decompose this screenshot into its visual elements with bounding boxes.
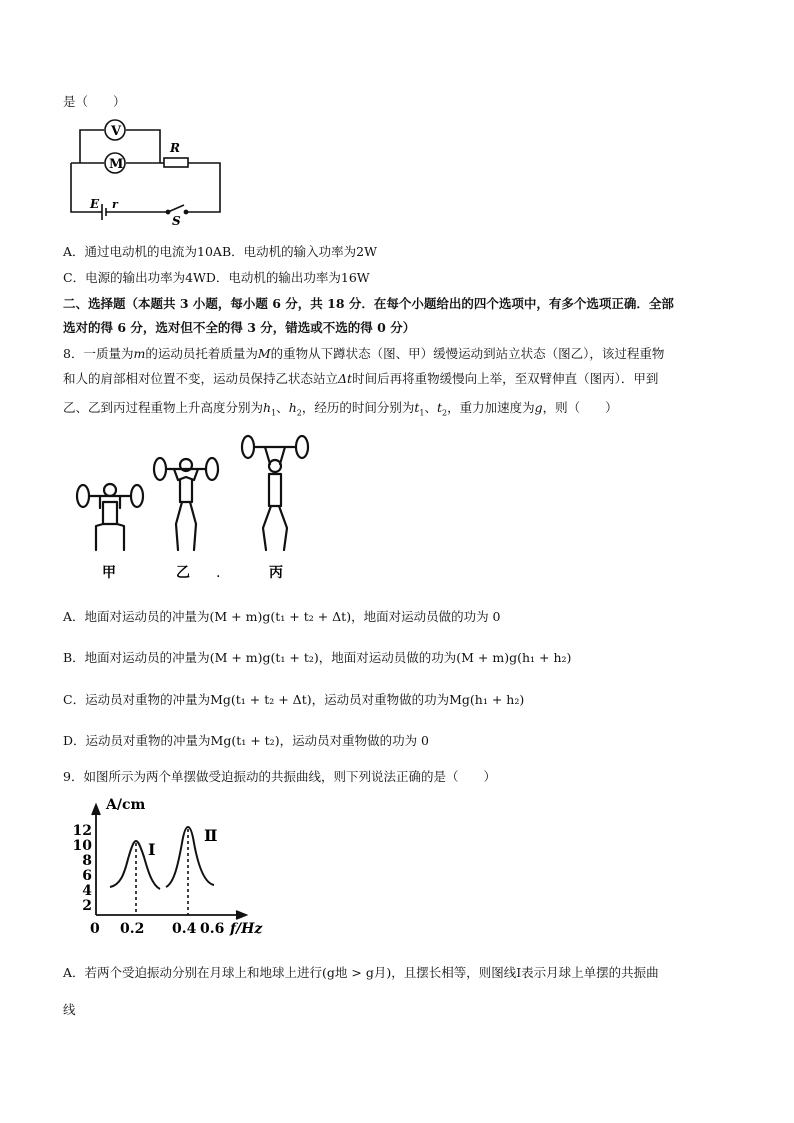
y-tick-6: 6 [82,868,92,884]
graph-y-label: A/cm [106,797,146,813]
figure-label-bing: 丙 [269,565,283,581]
figure-label-dot: . [216,565,221,581]
q8-option-d: D．运动员对重物的冲量为Mg(t₁ + t₂)，运动员对重物做的功为 0 [63,733,430,748]
figure-label-yi: 乙 [176,565,190,581]
q8-stem-line1: 8．一质量为m的运动员托着质量为M的重物从下蹲状态（图、甲）缓慢运动到站立状态（图乙），该过程重物 [63,346,665,361]
q7-option-c: C．电源的输出功率为4WD．电动机的输出功率为16W [63,270,370,285]
circuit-diagram [68,118,228,228]
voltmeter-label: V [111,124,122,139]
x-tick-0-6: 0.6 [200,921,225,937]
resonance-graph [72,795,272,940]
y-tick-10: 10 [72,838,92,854]
section2-header-line2: 选对的得 6 分，选对但不全的得 3 分，错选或不选的得 0 分） [63,320,416,335]
q9-option-a-line1: A．若两个受迫振动分别在月球上和地球上进行(g地 > g月)，且摆长相等，则图线Ⅰ表示月球上单摆的共振曲 [63,965,659,980]
x-tick-0-4: 0.4 [172,921,197,937]
y-tick-12: 12 [72,823,92,839]
curve-label-1: Ⅰ [148,840,156,859]
x-tick-0: 0 [90,921,100,937]
figure-overhead [242,436,308,550]
figure-label-jia: 甲 [102,565,116,581]
curve-label-2: Ⅱ [204,826,218,845]
q7-option-a: A．通过电动机的电流为10AB．电动机的输入功率为2W [63,244,377,259]
q9-stem: 9．如图所示为两个单摆做受迫振动的共振曲线，则下列说法正确的是（ ） [63,769,496,784]
q7-stem-tail: 是（ ） [63,94,126,109]
q8-stem-line3: 乙、乙到丙过程重物上升高度分别为$h_1$、$h_2$，经历的时间分别为$t_1$、$t_2$，重力加速度为g，则（ ） [63,400,618,418]
y-tick-8: 8 [82,853,92,869]
weightlifter-figures [70,432,320,582]
q8-option-a: A．地面对运动员的冲量为(M + m)g(t₁ + t₂ + Δt)，地面对运动员做的功为 0 [63,609,501,624]
switch-label: S [172,214,181,228]
internal-resistance-label: r [112,198,118,211]
motor-label: M [109,157,124,172]
y-tick-2: 2 [82,898,92,914]
q8-option-b: B．地面对运动员的冲量为(M + m)g(t₁ + t₂)，地面对运动员做的功为(M + m)g(h₁ + h₂) [63,650,572,665]
emf-label: E [90,197,100,211]
resistor-label: R [170,141,180,155]
x-tick-0-2: 0.2 [120,921,145,937]
q8-option-c: C．运动员对重物的冲量为Mg(t₁ + t₂ + Δt)，运动员对重物做的功为Mg(h₁ + h₂) [63,692,525,707]
q8-stem-line2: 和人的肩部相对位置不变，运动员保持乙状态站立Δt时间后再将重物缓慢向上举，至双臂伸直（图丙）．甲到 [63,371,659,386]
figure-standing [154,458,218,550]
y-tick-4: 4 [82,883,92,899]
x-axis-label: f/Hz [230,921,263,937]
q9-option-a-line2: 线 [63,1002,76,1017]
figure-squat [77,484,143,550]
section2-header-line1: 二、选择题（本题共 3 小题，每小题 6 分，共 18 分．在每个小题给出的四个选项中，有多个选项正确．全部 [63,296,674,311]
